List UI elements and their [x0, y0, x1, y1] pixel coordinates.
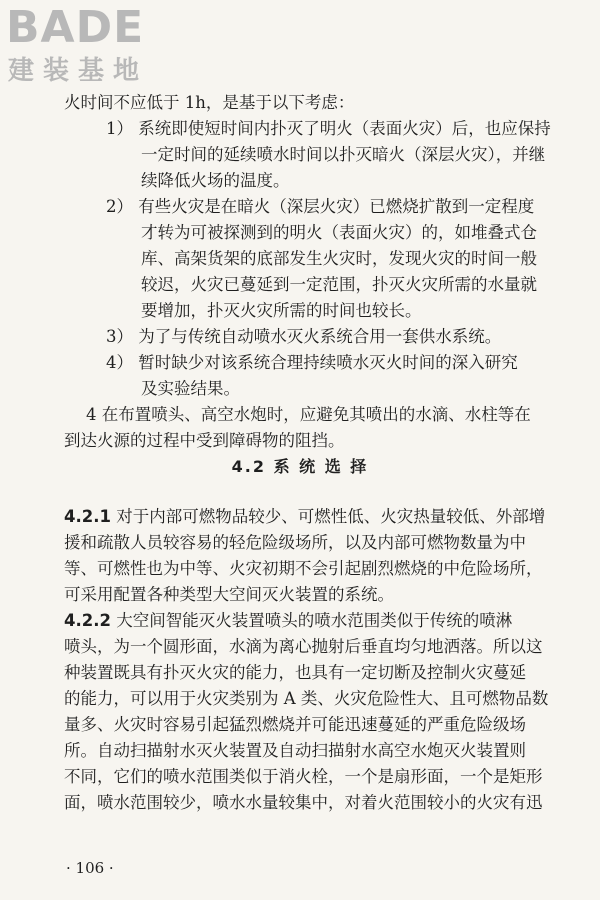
list-item-3-line: 3） 为了与传统自动喷水灭火系统合用一套供水系统。	[106, 327, 502, 346]
clause-4-2-2-line: 的能力，可以用于火灾类别为 A 类、火灾危险性大、且可燃物品数	[64, 689, 549, 708]
brand-logo	[6, 4, 176, 90]
clause-4-2-2-line: 面，喷水范围较少，喷水水量较集中，对着火范围较小的火灾有迅	[64, 793, 543, 812]
paragraph-line: 4 在布置喷头、高空水炮时，应避免其喷出的水滴、水柱等在	[86, 405, 531, 424]
clause-4-2-2-line: 喷头，为一个圆形面，水滴为离心抛射后垂直均匀地洒落。所以这	[64, 637, 543, 656]
logo-subtitle: 建装基地	[8, 56, 149, 86]
clause-4-2-2-first-line	[64, 611, 512, 631]
logo-wordmark: BADE	[6, 2, 145, 53]
list-item-1-line: 1） 系统即使短时间内扑灭了明火（表面火灾）后，也应保持	[106, 119, 551, 138]
list-item-2-line: 较迟，火灾已蔓延到一定范围，扑灭火灾所需的水量就	[141, 275, 537, 294]
section-heading: 4.2 系 统 选 择	[231, 457, 369, 476]
list-item-2-line: 2） 有些火灾是在暗火（深层火灾）已燃烧扩散到一定程度	[106, 197, 535, 216]
list-item-1-line: 续降低火场的温度。	[141, 171, 290, 190]
clause-number: 4.2.2	[64, 611, 111, 630]
list-item-2-line: 要增加，扑灭火灾所需的时间也较长。	[141, 301, 422, 320]
page-number: · 106 ·	[66, 859, 114, 877]
list-item-1-line: 一定时间的延续喷水时间以扑灭暗火（深层火灾），并继	[141, 145, 546, 164]
text-line: 火时间不应低于 1h，是基于以下考虑：	[64, 93, 355, 112]
paragraph-line: 到达火源的过程中受到障碍物的阻挡。	[64, 431, 345, 450]
clause-4-2-2-line: 所。自动扫描射水灭火装置及自动扫描射水高空水炮灭火装置则	[64, 741, 526, 760]
clause-4-2-2-line: 种装置既具有扑灭火灾的能力，也具有一定切断及控制火灾蔓延	[64, 663, 526, 682]
clause-number: 4.2.1	[64, 507, 111, 526]
clause-4-2-1-line: 等、可燃性也为中等、火灾初期不会引起剧烈燃烧的中危险场所，	[64, 559, 543, 578]
clause-4-2-1-first-line	[64, 507, 545, 527]
clause-4-2-2-line: 量多、火灾时容易引起猛烈燃烧并可能迅速蔓延的严重危险级场	[64, 715, 526, 734]
list-item-2-line: 才转为可被探测到的明火（表面火灾）的，如堆叠式仓	[141, 223, 537, 242]
list-item-4-line: 及实验结果。	[141, 379, 240, 398]
list-item-4-line: 4） 暂时缺少对该系统合理持续喷水灭火时间的深入研究	[106, 353, 518, 372]
clause-text: 大空间智能灭火装置喷头的喷水范围类似于传统的喷淋	[110, 611, 513, 630]
clause-4-2-1-line: 援和疏散人员较容易的轻危险级场所，以及内部可燃物数量为中	[64, 533, 526, 552]
clause-text: 对于内部可燃物品较少、可燃性低、火灾热量较低、外部增	[110, 507, 546, 526]
clause-4-2-2-line: 不同，它们的喷水范围类似于消火栓，一个是扇形面，一个是矩形	[64, 767, 543, 786]
clause-4-2-1-line: 可采用配置各种类型大空间灭火装置的系统。	[64, 585, 394, 604]
list-item-2-line: 库、高架货架的底部发生火灾时，发现火灾的时间一般	[141, 249, 537, 268]
